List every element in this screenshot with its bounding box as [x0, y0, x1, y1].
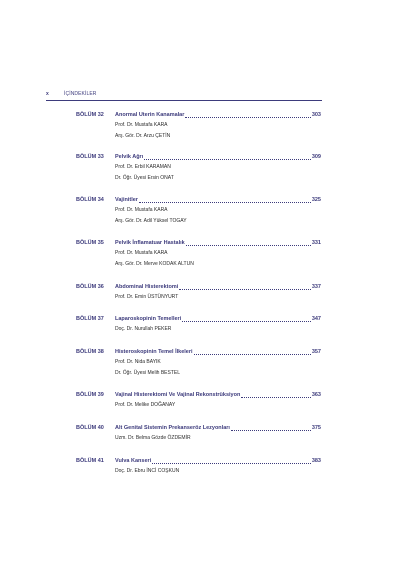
chapter-title-row[interactable] — [115, 197, 321, 204]
chapter-author: Prof. Dr. Nida BAYIK — [115, 359, 161, 365]
chapter-title[interactable]: Laparoskopinin Temelleri — [115, 316, 182, 322]
dot-leader — [194, 354, 311, 355]
chapter-title[interactable]: Pelvik İnflamatuar Hastalık — [115, 240, 185, 246]
dot-leader — [241, 397, 310, 398]
page-number: x — [46, 91, 49, 97]
chapter-author: Doç. Dr. Nurullah PEKER — [115, 326, 172, 332]
chapter-number: BÖLÜM 40 — [76, 425, 104, 431]
chapter-author: Dr. Öğr. Üyesi Ersin ONAT — [115, 175, 174, 181]
chapter-author: Prof. Dr. Emin ÜSTÜNYURT — [115, 294, 179, 300]
chapter-author: Arş. Gör. Dr. Merve KODAK ALTUN — [115, 261, 194, 267]
chapter-page-number: 337 — [311, 284, 321, 290]
chapter-author: Arş. Gör. Dr. Adil Yüksel TOGAY — [115, 218, 187, 224]
dot-leader — [139, 202, 311, 203]
chapter-number: BÖLÜM 39 — [76, 392, 104, 398]
chapter-page-number: 357 — [311, 349, 321, 355]
dot-leader — [186, 245, 311, 246]
chapter-author: Prof. Dr. Melike DOĞANAY — [115, 402, 176, 408]
chapter-number: BÖLÜM 41 — [76, 458, 104, 464]
chapter-title-row[interactable] — [115, 316, 321, 323]
chapter-title[interactable]: Anormal Uterin Kanamalar — [115, 112, 185, 118]
chapter-page-number: 309 — [311, 154, 321, 160]
chapter-title-row[interactable] — [115, 284, 321, 291]
chapter-title[interactable]: Pelvik Ağrı — [115, 154, 144, 160]
chapter-title[interactable]: Abdominal Histerektomi — [115, 284, 179, 290]
dot-leader — [185, 117, 310, 118]
chapter-title-row[interactable] — [115, 240, 321, 247]
chapter-author: Prof. Dr. Mustafa KARA — [115, 250, 168, 256]
chapter-number: BÖLÜM 38 — [76, 349, 104, 355]
chapter-page-number: 331 — [311, 240, 321, 246]
chapter-title-row[interactable] — [115, 154, 321, 161]
dot-leader — [182, 321, 311, 322]
chapter-page-number: 383 — [311, 458, 321, 464]
chapter-author: Arş. Gör. Dr. Arzu ÇETİN — [115, 133, 171, 139]
header-title: İÇİNDEKİLER — [64, 91, 97, 97]
chapter-number: BÖLÜM 33 — [76, 154, 104, 160]
chapter-title[interactable]: Vajinitler — [115, 197, 138, 203]
chapter-page-number: 325 — [311, 197, 321, 203]
chapter-author: Uzm. Dr. Belma Gözde ÖZDEMİR — [115, 435, 191, 441]
chapter-author: Prof. Dr. Mustafa KARA — [115, 207, 168, 213]
chapter-author: Prof. Dr. Mustafa KARA — [115, 122, 168, 128]
dot-leader — [231, 430, 311, 431]
chapter-title-row[interactable] — [115, 425, 321, 432]
chapter-page-number: 303 — [311, 112, 321, 118]
chapter-page-number: 363 — [311, 392, 321, 398]
chapter-title[interactable]: Histeroskopinin Temel İlkeleri — [115, 349, 193, 355]
chapter-author: Prof. Dr. Erbil KARAMAN — [115, 164, 171, 170]
chapter-number: BÖLÜM 37 — [76, 316, 104, 322]
chapter-title-row[interactable] — [115, 392, 321, 399]
chapter-title[interactable]: Vajinal Histerektomi Ve Vajinal Rekonstrüksiyon — [115, 392, 241, 398]
running-header — [46, 91, 322, 101]
chapter-title[interactable]: Alt Genital Sistemin Prekanseröz Lezyonları — [115, 425, 230, 431]
dot-leader — [179, 289, 311, 290]
chapter-title-row[interactable] — [115, 349, 321, 356]
chapter-title-row[interactable] — [115, 112, 321, 119]
dot-leader — [144, 159, 311, 160]
chapter-number: BÖLÜM 32 — [76, 112, 104, 118]
chapter-title-row[interactable] — [115, 458, 321, 465]
chapter-title[interactable]: Vulva Kanseri — [115, 458, 152, 464]
chapter-page-number: 347 — [311, 316, 321, 322]
chapter-number: BÖLÜM 34 — [76, 197, 104, 203]
chapter-number: BÖLÜM 35 — [76, 240, 104, 246]
chapter-author: Doç. Dr. Ebru İNCİ COŞKUN — [115, 468, 180, 474]
dot-leader — [152, 463, 311, 464]
chapter-number: BÖLÜM 36 — [76, 284, 104, 290]
chapter-author: Dr. Öğr. Üyesi Melih BESTEL — [115, 370, 181, 376]
chapter-page-number: 375 — [311, 425, 321, 431]
